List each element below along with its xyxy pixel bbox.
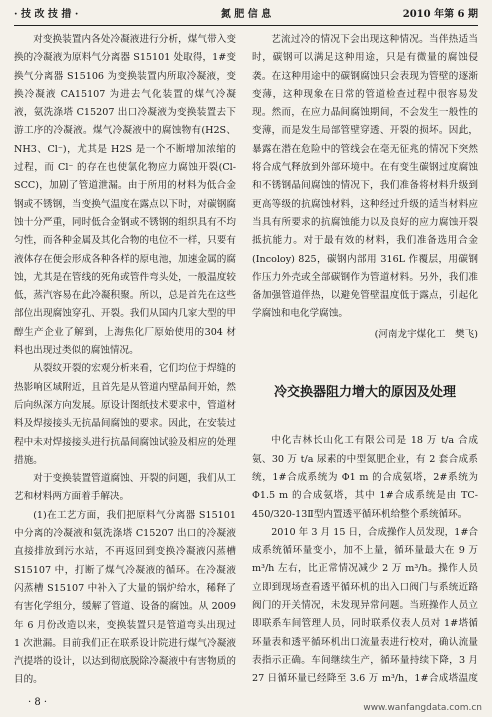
article-title: 冷交换器阻力增大的原因及处理 (273, 385, 456, 401)
header-issue: 2010 年第 6 期 (402, 9, 478, 20)
paragraph: 艺流过冷的情况下会出现这种情况。当伴热适当时，碳钢可以满足这种用途，只是有微量的腐蚀侵袭。在这种用途中的碳钢腐蚀只会表现为管壁的逐渐变薄，这种现象在日常的管道检查过程中很容易发现。然而，在应力晶间腐蚀期间，不会发生一般性的变薄，而是发生局部管壁穿透、开裂的损坏。因此，暴露在潜在危险中的管线会在毫无征兆的情况下突然将合成气释放到外部环境中。在有变生碳钢过度腐蚀和不锈钢晶间腐蚀的情况下，我们准备将材料升级到更高等级的抗腐蚀材料，这种经过升级的适当材料应当具有所要求的抗腐蚀能力以及良好的应力腐蚀开裂抵抗能力。对于最有效的材料，我们准备选用合金(Incoloy) 825，碳钢内部用 316L 作覆层，用碳钢作压力外壳或全部碳钢作为管道材料。另外，我们准备加强管道伴热，以避免管壁温度低于露点，引起化学腐蚀和电化学腐蚀。 (252, 34, 478, 320)
paragraph: 中化吉林长山化工有限公司是 18 万 t/a 合成氨、30 万 t/a 尿素的中型氮肥企业，有 2 套合成系统，1#合成系统为 Φ1 m 的合成氨塔，2#系统为 Φ1.5 m 的合成氨塔，其中 1#合成系统是由 TC-450/320-13Ⅱ型内置透平循环机给整个系统循环。 (252, 435, 478, 520)
paragraph: 2010 年 3 月 15 日，合成操作人员发现，1#合成系统循环量变小，加不上量，循环量最大在 9 万 m³/h 左右，比正常情况减少 2 万 m³/h。操作人员立即到现场查看透平循环机的出入口阀门与系统近路阀门的开关情况，未发现异常问题。当班操作人员立即联系车间管理人员，同时联系仪表人员对 1#塔循环量表和透平循环机出口流量表进行校对，确认流量表指示正确。车间继续生产，循环量持续下降，3 月 27 日循环量已经降至 3.6 万 m³/h，1#合成塔温度 (252, 526, 478, 685)
paragraph: 对于变换装置管道腐蚀、开裂的问题，我们从工艺和材料两方面着手解决。 (14, 473, 236, 503)
author-signature: (河南龙宇煤化工 樊飞) (374, 328, 478, 340)
page-header (14, 6, 478, 24)
watermark: www.wanfangdata.com.cn (363, 703, 482, 713)
paragraph: 对变换装置内各处冷凝液进行分析，煤气带入变换的冷凝液为原料气分离器 S15101 处取得，1#变换气分离器 S15106 为变换装置内所取冷凝液，变换冷凝液 CA15107 为进去气化装置的煤气冷凝液，氨洗涤塔 C15207 出口冷凝液为变换装置去下游工序的冷凝液。煤气冷凝液中的腐蚀物有(H2S、NH3、Cl⁻)，尤其是 H2S 是一个不断增加浓缩的过程，而 Cl⁻ 的存在也使氯化物应力腐蚀开裂(Cl-SCC)，加剧了管道泄漏。由于所用的材料为低合金钢或不锈钢，当变换气温度在露点以下时，对碳钢腐蚀十分严重，同时低合金钢或不锈钢的组织具有不均匀性，而各种金属及其化合物的电位不一样，只要有液体存在便会形成各种各样的原电池，加速金属的腐蚀，尤其是在管线的死角或管件弯头处，一般温度较低，蒸汽容易在此冷凝积聚。所以，总是首先在这些部位出现腐蚀穿孔、开裂。我们从国内几家大型的甲醇生产企业了解到，上海焦化厂原始使用的304 材料也出现过类似的腐蚀情况。 (14, 34, 236, 357)
page-number: · 8 · (28, 697, 48, 708)
header-column-name: · 技 改 技 措 · (14, 9, 79, 20)
right-column (252, 31, 478, 691)
header-journal-name: 氮 肥 信 息 (220, 9, 272, 20)
paragraph (14, 690, 236, 691)
paragraph: 从裂纹开裂的宏观分析来看，它们均位于焊缝的热影响区域附近，且首先是从管道内壁晶间开始，然后向纵深方向发展。原设计图纸技术要求中，管道材料及焊接接头无抗晶间腐蚀的要求。因此，在安装过程中未对焊接接头进行抗晶间腐蚀试验及相应的处理措施。 (14, 363, 236, 466)
left-column (14, 31, 236, 691)
header-rule (14, 25, 478, 26)
paragraph: (1)在工艺方面，我们把原料气分离器 S15101 中分离的冷凝液和氨洗涤塔 C15207 出口的冷凝液直接排放到污水站，不再返回到变换冷凝液闪蒸槽 S15107 中，打断了煤气冷凝液的循环。在冷凝液闪蒸槽 S15107 中补入了大量的锅炉给水，稀释了有害化学组分，缓解了管道、设备的腐蚀。从 2009 年 6 月份改造以来，变换装置只是管道弯头出现过 1 次泄漏。目前我们正在联系设计院进行煤气冷凝液汽提塔的设计，以达到彻底脱除冷凝液中有害物质的目的。 (14, 509, 236, 686)
